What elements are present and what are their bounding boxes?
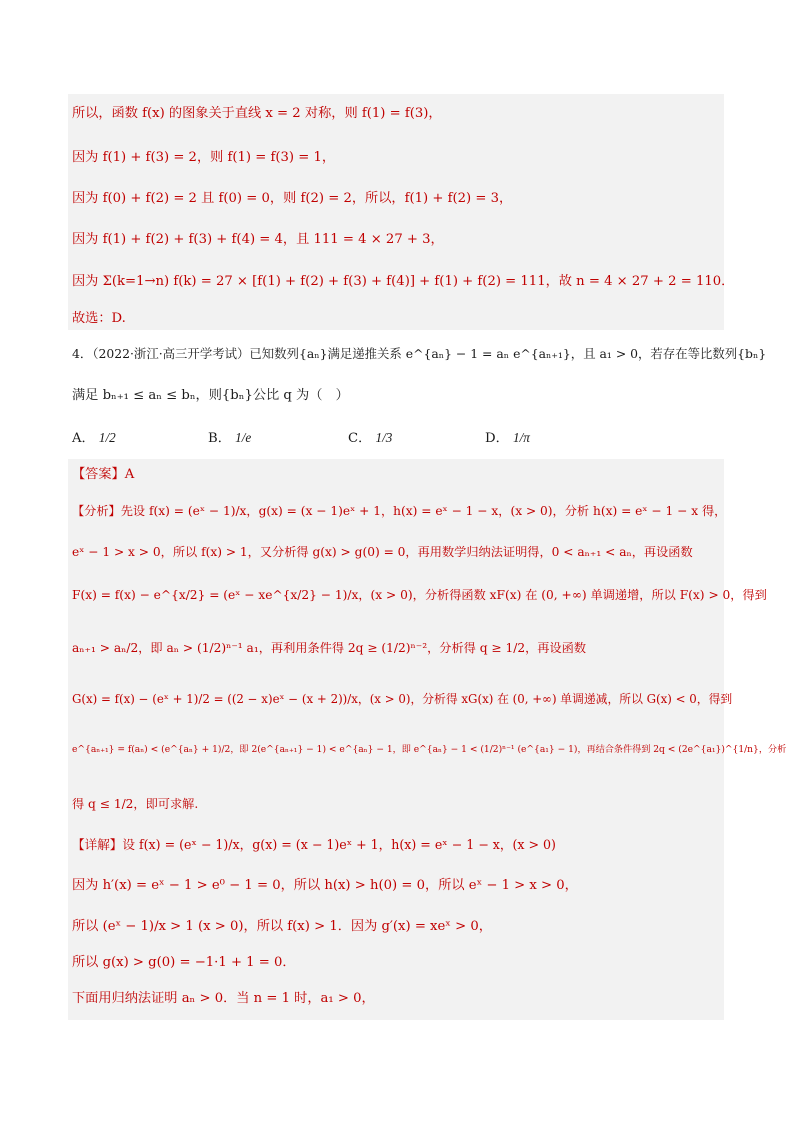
detail-line <box>72 836 556 854</box>
detail-line: 因为 h′(x) = eˣ − 1 > e⁰ − 1 = 0，所以 h(x) > h(0) = 0，所以 eˣ − 1 > x > 0， <box>72 878 578 893</box>
solution-choice-line: 故选：D. <box>72 311 126 326</box>
detail-line: 所以 (eˣ − 1)/x > 1 (x > 0)，所以 f(x) > 1．因为 g′(x) = xeˣ > 0， <box>72 919 492 934</box>
option-b-value: 1/e <box>235 430 252 445</box>
option-c <box>348 429 392 448</box>
option-d-label: D． <box>485 431 509 446</box>
analysis-line: e^{aₙ₊₁} = f(aₙ) < (e^{aₙ} + 1)/2，即 2(e^{aₙ₊₁} − 1) < e^{aₙ} − 1，即 e^{aₙ} − 1 < (1/2)ⁿ⁻¹ (e^{a₁} − 1)，再结合条件得到 2q < (2e^{a₁})^{1/n}，分析 <box>72 745 787 755</box>
analysis-line: G(x) = f(x) − (eˣ + 1)/2 = ((2 − x)eˣ − (x + 2))/x，(x > 0)，分析得 xG(x) 在 (0, +∞) 单调递减，所以 G(x) < 0，得到 <box>72 692 733 706</box>
option-c-value: 1/3 <box>375 430 393 445</box>
option-a-value: 1/2 <box>98 430 116 445</box>
analysis-tag: 【分析】 <box>72 504 121 518</box>
option-c-label: C． <box>348 431 372 446</box>
solution-line: 因为 f(1) + f(3) = 2，则 f(1) = f(3) = 1， <box>72 150 336 165</box>
analysis-line <box>72 502 726 520</box>
option-b-label: B． <box>208 431 231 446</box>
detail-text: 设 f(x) = (eˣ − 1)/x，g(x) = (x − 1)eˣ + 1，h(x) = eˣ − 1 − x，(x > 0) <box>122 837 556 852</box>
solution-line: 因为 Σ(k=1→n) f(k) = 27 × [f(1) + f(2) + f(3) + f(4)] + f(1) + f(2) = 111，故 n = 4 × 27 + 2 = 110． <box>72 274 735 289</box>
option-b <box>208 429 251 448</box>
analysis-line: eˣ − 1 > x > 0，所以 f(x) > 1，又分析得 g(x) > g(0) = 0，再用数学归纳法证明得，0 < aₙ₊₁ < aₙ，再设函数 <box>72 545 693 559</box>
question-stem-cont: 满足 bₙ₊₁ ≤ aₙ ≤ bₙ，则{bₙ}公比 q 为（ ） <box>72 388 349 403</box>
solution-line: 因为 f(0) + f(2) = 2 且 f(0) = 0，则 f(2) = 2，所以，f(1) + f(2) = 3， <box>72 191 513 206</box>
analysis-text: 先设 f(x) = (eˣ − 1)/x，g(x) = (x − 1)eˣ + 1，h(x) = eˣ − 1 − x，(x > 0)，分析 h(x) = eˣ − 1 − x 得， <box>120 504 727 518</box>
option-d-value: 1/π <box>512 430 530 445</box>
detail-line: 所以 g(x) > g(0) = −1·1 + 1 = 0． <box>72 955 296 970</box>
detail-line: 下面用归纳法证明 aₙ > 0．当 n = 1 时，a₁ > 0， <box>72 991 375 1006</box>
answer-value: A <box>124 467 135 482</box>
detail-tag: 【详解】 <box>72 837 123 852</box>
analysis-line: 得 q ≤ 1/2，即可求解. <box>72 797 199 811</box>
question-stem: 4．（2022·浙江·高三开学考试）已知数列{aₙ}满足递推关系 e^{aₙ} − 1 = aₙ e^{aₙ₊₁}，且 a₁ > 0，若存在等比数列{bₙ} <box>72 346 767 361</box>
option-a <box>72 429 116 448</box>
solution-line: 所以，函数 f(x) 的图象关于直线 x = 2 对称，则 f(1) = f(3)， <box>72 106 442 121</box>
answer-line <box>72 466 134 484</box>
answer-tag: 【答案】 <box>72 467 125 482</box>
option-d <box>485 429 530 448</box>
analysis-line: F(x) = f(x) − e^{x/2} = (eˣ − xe^{x/2} − 1)/x，(x > 0)，分析得函数 xF(x) 在 (0, +∞) 单调递增，所以 F(x) > 0，得到 <box>72 588 767 602</box>
previous-solution-block <box>68 94 724 330</box>
option-a-label: A． <box>72 431 95 446</box>
analysis-line: aₙ₊₁ > aₙ/2，即 aₙ > (1/2)ⁿ⁻¹ a₁，再利用条件得 2q ≥ (1/2)ⁿ⁻²，分析得 q ≥ 1/2，再设函数 <box>72 641 587 655</box>
solution-line: 因为 f(1) + f(2) + f(3) + f(4) = 4，且 111 = 4 × 27 + 3， <box>72 232 444 247</box>
